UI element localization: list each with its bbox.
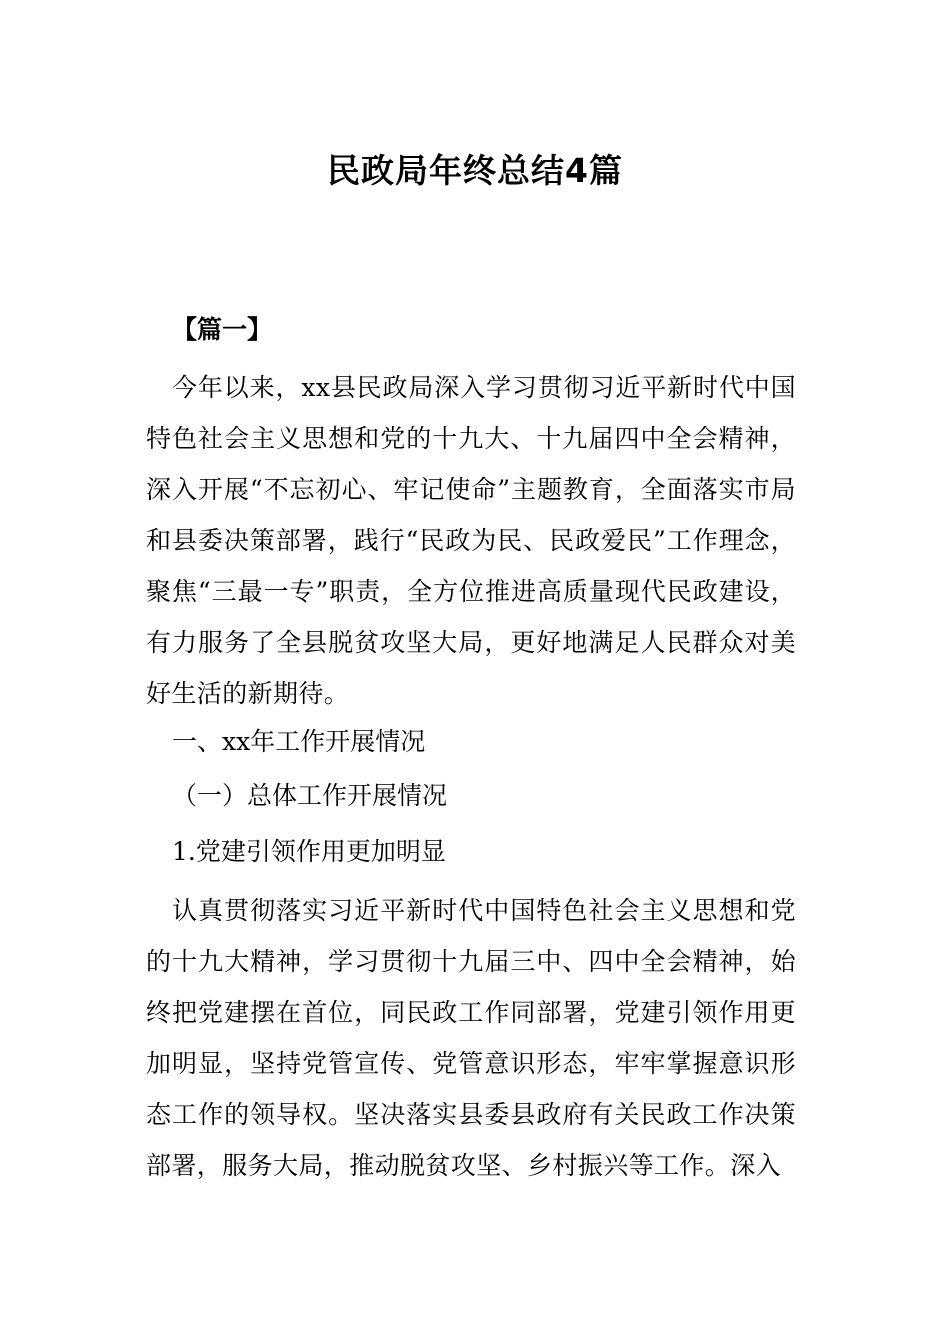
- section-heading-level-2: （一）总体工作开展情况: [172, 781, 448, 810]
- section-heading-level-1: 一、xx年工作开展情况: [172, 727, 426, 756]
- section-label: 【篇一】: [172, 315, 273, 344]
- body-paragraph-intro: 今年以来，xx县民政局深入学习贯彻习近平新时代中国特色社会主义思想和党的十九大、十九届四中全会精神，深入开展“不忘初心、牢记使命”主题教育，全面落实市局和县委决策部署，践行“民政为民、民政爱民”工作理念，聚焦“三最一专”职责，全方位推进高质量现代民政建设，有力服务了全县脱贫攻坚大局，更好地满足人民群众对美好生活的新期待。: [146, 373, 796, 708]
- section-heading-level-3: 1.党建引领作用更加明显: [172, 837, 446, 866]
- body-paragraph-party-building: 认真贯彻落实习近平新时代中国特色社会主义思想和党的十九大精神，学习贯彻十九届三中、四中全会精神，始终把党建摆在首位，同民政工作同部署，党建引领作用更加明显，坚持党管宣传、党管意识形态，牢牢掌握意识形态工作的领导权。坚决落实县委县政府有关民政工作决策部署，服务大局，推动脱贫攻坚、乡村振兴等工作。深入: [146, 896, 796, 1180]
- document-title: 民政局年终总结4篇: [327, 151, 623, 190]
